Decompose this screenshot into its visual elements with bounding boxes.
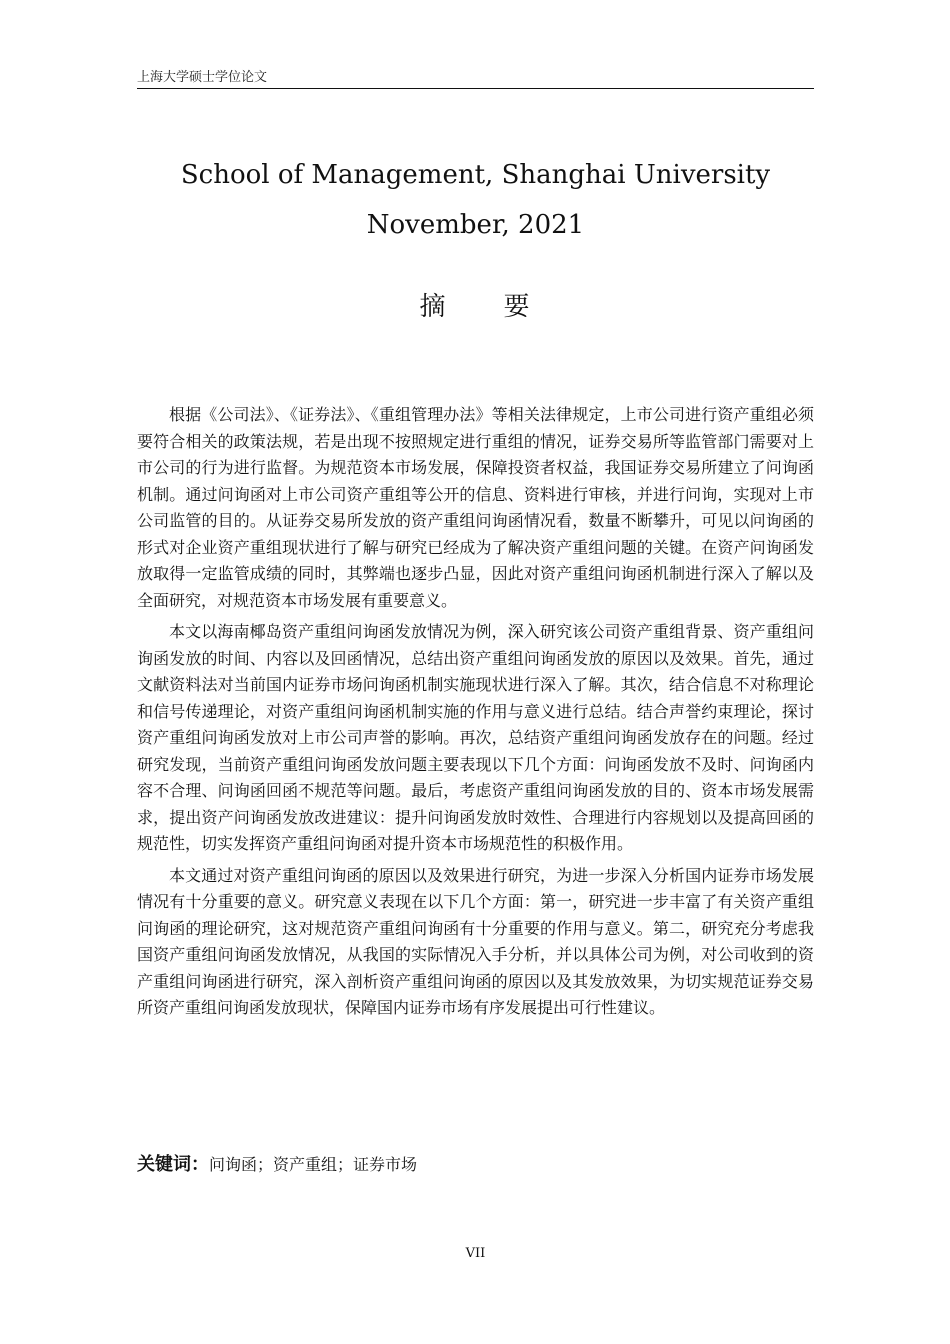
abstract-body	[137, 402, 814, 1027]
abstract-paragraph: 本文以海南椰岛资产重组问询函发放情况为例，深入研究该公司资产重组背景、资产重组问询函发放的时间、内容以及回函情况，总结出资产重组问询函发放的原因以及效果。首先，通过文献资料法对当前国内证券市场问询函机制实施现状进行深入了解。其次，结合信息不对称理论和信号传递理论，对资产重组问询函机制实施的作用与意义进行总结。结合声誉约束理论，探讨资产重组问询函发放对上市公司声誉的影响。再次，总结资产重组问询函发放存在的问题。经过研究发现，当前资产重组问询函发放问题主要表现以下几个方面：问询函发放不及时、问询函内容不合理、问询函回函不规范等问题。最后，考虑资产重组问询函发放的目的、资本市场发展需求，提出资产问询函发放改进建议：提升问询函发放时效性、合理进行内容规划以及提高回函的规范性，切实发挥资产重组问询函对提升资本市场规范性的积极作用。	[137, 622, 814, 853]
keywords-label: 关键词：	[137, 1154, 209, 1175]
keywords-line	[137, 1150, 814, 1176]
keywords-text: 问询函；资产重组；证券市场	[209, 1155, 418, 1174]
abstract-paragraph: 本文通过对资产重组问询函的原因以及效果进行研究，为进一步深入分析国内证券市场发展情况有十分重要的意义。研究意义表现在以下几个方面：第一，研究进一步丰富了有关资产重组问询函的理论研究，这对规范资产重组问询函有十分重要的作用与意义。第二，研究充分考虑我国资产重组问询函发放情况，从我国的实际情况入手分析，并以具体公司为例，对公司收到的资产重组问询函进行研究，深入剖析资产重组问询函的原因以及其发放效果，为切实规范证券交易所资产重组问询函发放现状，保障国内证券市场有序发展提出可行性建议。	[137, 865, 814, 1017]
abstract-paragraph: 根据《公司法》、《证券法》、《重组管理办法》等相关法律规定，上市公司进行资产重组必须要符合相关的政策法规，若是出现不按照规定进行重组的情况，证券交易所等监管部门需要对上市公司的行为进行监督。为规范资本市场发展，保障投资者权益，我国证券交易所建立了问询函机制。通过问询函对上市公司资产重组等公开的信息、资料进行审核，并进行问询，实现对上市公司监管的目的。从证券交易所发放的资产重组问询函情况看，数量不断攀升，可见以问询函的形式对企业资产重组现状进行了解与研究已经成为了解决资产重组问题的关键。在资产问询函发放取得一定监管成绩的同时，其弊端也逐步凸显，因此对资产重组问询函机制进行深入了解以及全面研究，对规范资本市场发展有重要意义。	[137, 405, 814, 610]
running-header: 上海大学硕士学位论文	[137, 66, 814, 89]
date-line: November, 2021	[366, 210, 585, 240]
affiliation-line: School of Management, Shanghai University	[180, 160, 771, 190]
abstract-title: 摘 要	[419, 292, 532, 322]
page-number: VII	[465, 1246, 486, 1261]
